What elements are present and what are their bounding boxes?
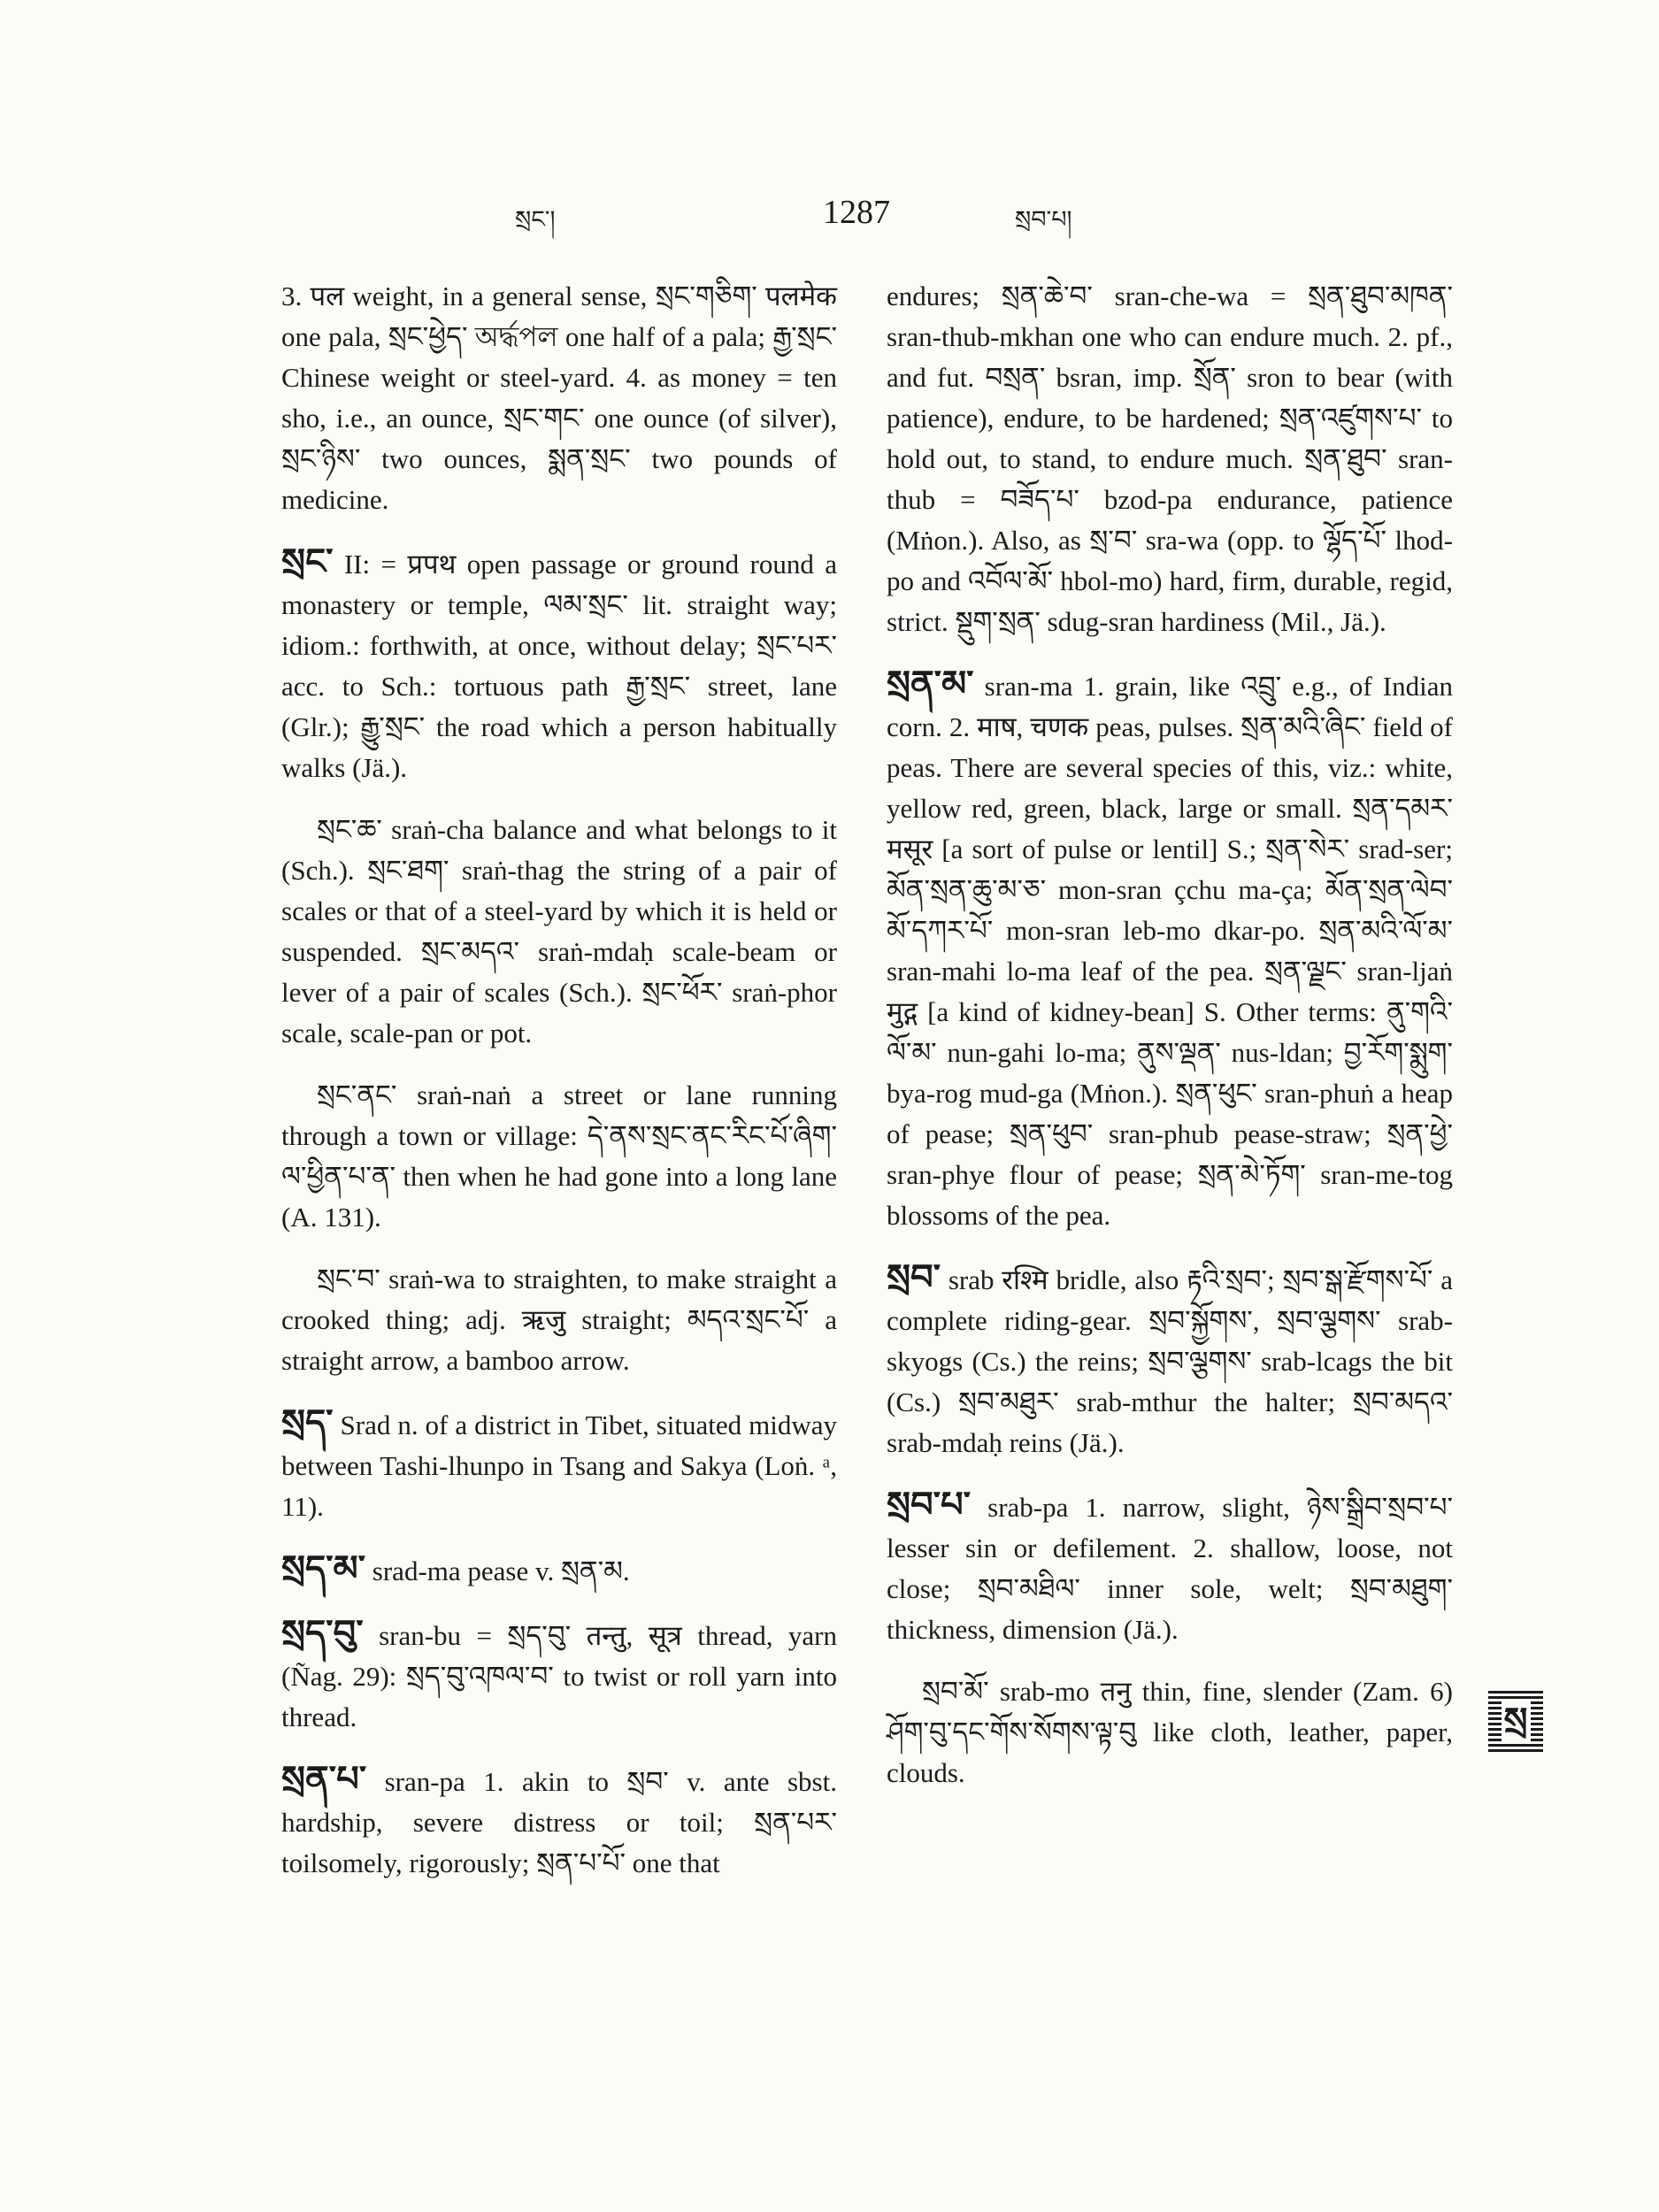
entry-text: endures; སྲན་ཆེ་བ་ sran-che-wa = སྲན་ཐུབ་མཁན་ sran-thub-mkhan one who can endure much. 2. pf., and fut. བསྲན་ bsran, imp. སྲོན་ sron to bear (with patience), endure, to be hardened; སྲན་འཛུགས་པ་ to hold out, to stand, to endure much. སྲན་ཐུབ་ sran-thub = བཟོད་པ་ bzod-pa endurance, patience (Mṅon.). Also, as སྲ་བ་ sra-wa (opp. to ལྷོད་པོ་ lhod-po and འབོལ་མོ་ hbol-mo) hard, firm, durable, regid, strict. སྡུག་སྲན་ sdug-sran hardiness (Mil., Jä.). (887, 280, 1453, 637)
page-header (0, 186, 1659, 239)
dictionary-entry (887, 1257, 1453, 1463)
dictionary-entry (887, 1671, 1453, 1793)
dictionary-entry (281, 1402, 837, 1527)
running-headword-left: སྲང་། (515, 206, 556, 234)
entry-headword: སྲབ་པ་ (887, 1485, 972, 1525)
entry-text: སྲབ་མོ་ srab-mo तनु thin, fine, slender (Zam. 6) ཤོག་བུ་དང་གོས་སོགས་ལྟ་བུ like cloth, leather, paper, clouds. (887, 1676, 1453, 1788)
dictionary-entry (281, 810, 837, 1054)
entry-text: srad-ma pease v. སྲན་མ. (365, 1555, 630, 1586)
running-headword-right: སྲབ་པ། (1015, 206, 1072, 234)
dictionary-entry (281, 1759, 837, 1884)
entry-text: II: = प्रपथ open passage or ground round a monastery or temple, ལམ་སྲང་ lit. straight way; idiom.: forthwith, at once, without delay; སྲང་པར་ acc. to Sch.: tortuous path རྒྱ་སྲང་ street, lane (Glr.); རྒྱུ་སྲང་ the road which a person habitually walks (Jä.). (281, 549, 837, 783)
entry-text: sran-bu = སྲད་བུ་ तन्तु, सूत्र thread, yarn (Ñag. 29): སྲད་བུ་འཁལ་བ་ to twist or roll yarn into thread. (281, 1620, 837, 1732)
dictionary-entry (281, 1259, 837, 1381)
dictionary-entry (281, 1548, 837, 1592)
dictionary-entry (281, 541, 837, 788)
dictionary-entry (887, 276, 1453, 642)
dictionary-entry (887, 664, 1453, 1236)
dictionary-entry (281, 1075, 837, 1238)
entry-text: sran-ma 1. grain, like འབྲུ་ e.g., of Indian corn. 2. माष, चणक peas, pulses. སྲན་མའི་ཞིང་ field of peas. There are several species of this, viz.: white, yellow red, green, black, large or small. སྲན་དམར་ मसूर [a sort of pulse or lentil] S.; སྲན་སེར་ srad-ser; མོན་སྲན་ཆུ་མ་ཅ་ mon-sran çchu ma-ça; མོན་སྲན་ལེབ་མོ་དཀར་པོ་ mon-sran leb-mo dkar-po. སྲན་མའི་ལོ་མ་ sran-mahi lo-ma leaf of the pea. སྲན་ལྗང་ sran-ljaṅ मुद्ग [a kind of kidney-bean] S. Other terms: ནུ་གའི་ལོ་མ་ nun-gahi lo-ma; ནུས་ལྡན་ nus-ldan; བྱ་རོག་སྨུག་ bya-rog mud-ga (Mṅon.). སྲན་ཕུང་ sran-phuṅ a heap of pease; སྲན་ཕུབ་ sran-phub pease-straw; སྲན་ཕྱེ་ sran-phye flour of pease; སྲན་མེ་ཏོག་ sran-me-tog blossoms of the pea. (887, 671, 1453, 1231)
right-column (887, 276, 1453, 1815)
entry-text: Srad n. of a district in Tibet, situated midway between Tashi-lhunpo in Tsang and Sakya (Loṅ. ᵃ, 11). (281, 1409, 837, 1522)
entry-text: sran-pa 1. akin to སྲབ་ v. ante sbst. hardship, severe distress or toil; སྲན་པར་ toilsomely, rigorously; སྲན་པ་པོ་ one that (281, 1766, 837, 1878)
entry-headword: སྲང་ (281, 541, 334, 582)
entry-text: srab-pa 1. narrow, slight, ཉེས་སྒྲིབ་སྲབ་པ་ lesser sin or defilement. 2. shallow, loose, not close; སྲབ་མཐིལ་ inner sole, welt; སྲབ་མཐུག་ thickness, dimension (Jä.). (887, 1492, 1453, 1645)
section-marker-icon (1488, 1690, 1543, 1752)
entry-headword: སྲད་མ་ (281, 1548, 366, 1589)
page-number: 1287 (823, 194, 890, 231)
dictionary-entry (281, 276, 837, 520)
left-column (281, 276, 837, 1905)
entry-headword: སྲད་བུ་ (281, 1613, 364, 1654)
entry-headword: སྲད་ (281, 1402, 334, 1443)
section-marker-glyph: སྲ (1502, 1699, 1531, 1743)
entry-headword: སྲན་མ་ (887, 664, 974, 704)
entry-headword: སྲན་པ་ (281, 1759, 367, 1800)
entry-text: སྲང་བ་ sraṅ-wa to straighten, to make straight a crooked thing; adj. ऋजु straight; མདའ་སྲང་པོ་ a straight arrow, a bamboo arrow. (281, 1263, 837, 1376)
entry-text: སྲང་ནང་ sraṅ-naṅ a street or lane running through a town or village: དེ་ནས་སྲང་ནང་རིང་པོ་ཞིག་ལ་ཕྱིན་པ་ན་ then when he had gone into a long lane (A. 131). (281, 1079, 837, 1233)
dictionary-entry (887, 1485, 1453, 1650)
entry-text: 3. पल weight, in a general sense, སྲང་གཅིག་ पलमेक one pala, སྲང་ཕྱེད་ অর্দ্ধপল one half of a pala; རྒྱ་སྲང་ Chinese weight or steel-yard. 4. as money = ten sho, i.e., an ounce, སྲང་གང་ one ounce (of silver), སྲང་ཉིས་ two ounces, སྨན་སྲང་ two pounds of medicine. (281, 280, 837, 515)
entry-text: སྲང་ཆ་ sraṅ-cha balance and what belongs to it (Sch.). སྲང་ཐག་ sraṅ-thag the string of a pair of scales or that of a steel-yard by which it is held or suspended. སྲང་མདའ་ sraṅ-mdaḥ scale-beam or lever of a pair of scales (Sch.). སྲང་ཕོར་ sraṅ-phor scale, scale-pan or pot. (281, 814, 837, 1048)
entry-text: srab रश्मि bridle, also རྟའི་སྲབ་; སྲབ་སྒ་རྫོགས་པོ་ a complete riding-gear. སྲབ་སྐྱོགས་, སྲབ་ལྕགས་ srab-skyogs (Cs.) the reins; སྲབ་ལྕགས་ srab-lcags the bit (Cs.) སྲབ་མཐུར་ srab-mthur the halter; སྲབ་མདའ་ srab-mdaḥ reins (Jä.). (887, 1264, 1453, 1458)
entry-headword: སྲབ་ (887, 1257, 941, 1298)
dictionary-entry (281, 1613, 837, 1738)
